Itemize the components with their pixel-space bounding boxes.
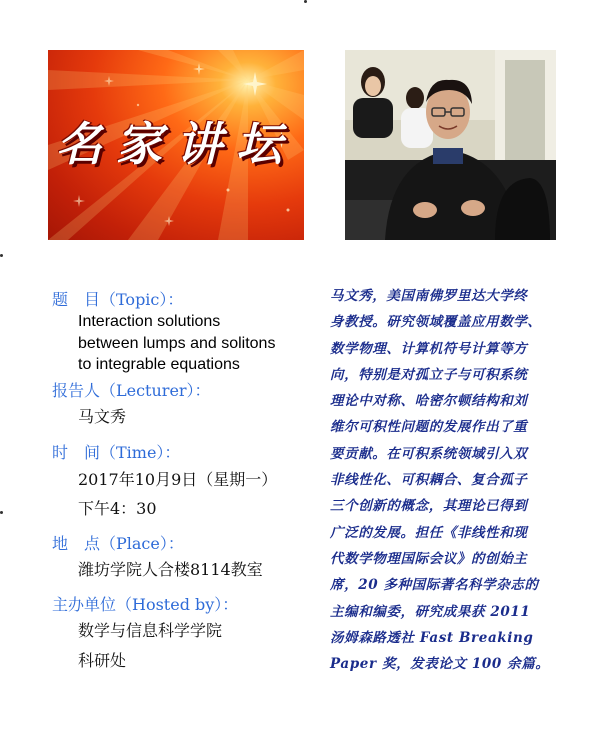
edge-mark xyxy=(0,254,3,257)
bio-line: 理论中对称、哈密尔顿结构和刘 xyxy=(330,393,528,410)
topic-title xyxy=(78,311,328,376)
host-label: 主办单位（Hosted by）： xyxy=(52,595,239,614)
topic-line: to integrable equations xyxy=(78,356,240,373)
bio-line: Paper 奖，发表论文 100 余篇。 xyxy=(330,656,550,673)
bio-line: 非线性化、可积耦合、复合孤子 xyxy=(330,472,528,489)
lecture-time: 下午4：30 xyxy=(78,499,157,518)
bio-line: 汤姆森路透社 Fast Breaking xyxy=(330,629,534,646)
time-label: 时 间（Time）： xyxy=(52,443,181,462)
speaker-bio xyxy=(330,283,575,677)
lecture-date: 2017年10月9日（星期一） xyxy=(78,470,278,489)
topic-line: between lumps and solitons xyxy=(78,334,276,352)
bio-line: 马文秀，美国南佛罗里达大学终 xyxy=(330,288,528,304)
place-label: 地 点（Place）： xyxy=(52,534,184,553)
bio-line: 要贡献。在可积系统领域引入双 xyxy=(330,445,528,462)
bio-line: 身教授。研究领域覆盖应用数学、 xyxy=(330,314,542,331)
bio-line: 广泛的发展。担任《非线性和现 xyxy=(330,524,528,541)
lecture-place: 潍坊学院人合楼8114教室 xyxy=(78,560,263,579)
bio-line: 席，20 多种国际著名科学杂志的 xyxy=(330,577,539,594)
bio-line: 三个创新的概念，其理论已得到 xyxy=(330,498,528,515)
speaker-photo xyxy=(345,50,556,240)
host-organizer: 数学与信息科学学院 xyxy=(78,621,223,640)
edge-mark xyxy=(304,0,307,3)
bio-line: 代数学物理国际会议》的创始主 xyxy=(330,550,528,567)
topic-label: 题 目（Topic）： xyxy=(52,290,184,309)
lecturer-name: 马文秀 xyxy=(78,407,127,426)
bio-line: 数学物理、计算机符号计算等方 xyxy=(330,340,528,357)
edge-mark xyxy=(0,511,3,514)
bio-line: 主编和编委，研究成果获 2011 xyxy=(330,603,531,620)
host-organizer: 科研处 xyxy=(78,651,127,670)
lecture-banner xyxy=(48,50,304,240)
lecturer-label: 报告人（Lecturer）： xyxy=(52,381,211,400)
bio-line: 维尔可积性问题的发展作出了重 xyxy=(330,419,528,436)
bio-line: 向，特别是对孤立子与可积系统 xyxy=(330,366,528,383)
banner-title: 名家讲坛 xyxy=(56,117,296,171)
topic-line: Interaction solutions xyxy=(78,313,221,330)
